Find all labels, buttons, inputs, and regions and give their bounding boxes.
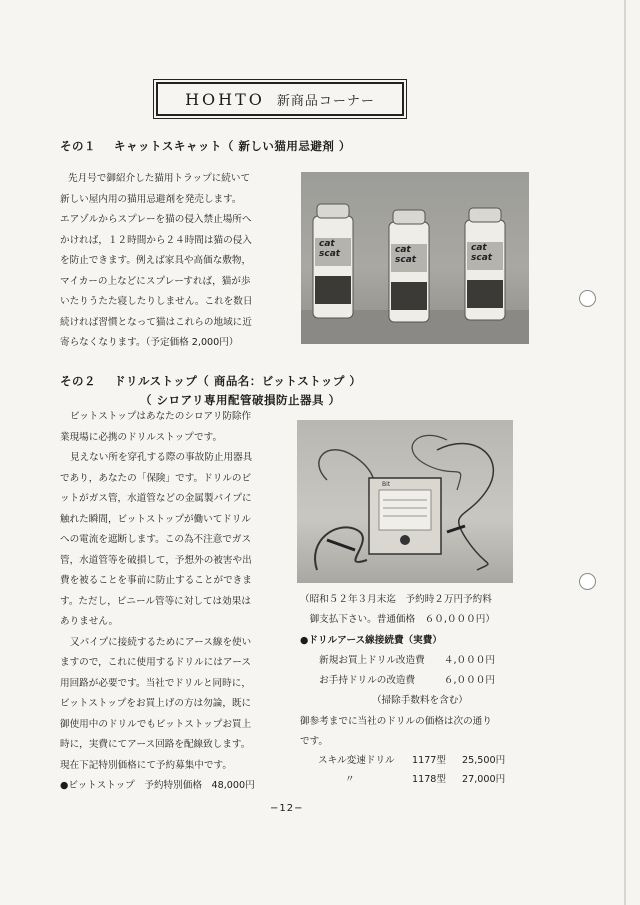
text-line: 費を被ることを事前に防止することができま: [60, 575, 252, 586]
punch-hole-icon: [579, 290, 596, 307]
text-line: ビットストップはあなたのシロアリ防除作: [70, 411, 252, 422]
text-line: 時に，実費にてアース回路を配線致します。: [60, 739, 251, 750]
section1-number: その１: [60, 139, 96, 153]
can-label-1: cat: [319, 239, 335, 249]
can-label-1: cat: [471, 243, 487, 253]
drill-model: 1178型: [412, 774, 447, 785]
section2-subheading: （ シロアリ専用配管破損防止器具 ）: [140, 393, 341, 407]
text-line: 御支払下さい。普通価格 ６０,０００円）: [300, 614, 495, 626]
text-line: への電流を遮断します。この為不注意でガス: [60, 534, 252, 545]
text-line: かければ，１２時間から２４時間は猫の侵入: [60, 234, 252, 246]
can-label-2: scat: [319, 249, 341, 259]
page-title: 新商品コーナー: [276, 93, 375, 109]
section1-heading: [60, 138, 351, 154]
text-line: 業現場に必携のドリルストップです。: [60, 431, 223, 443]
can-label-1: cat: [395, 245, 411, 255]
section1-title: キャットスキャット（ 新しい猫用忌避剤 ）: [114, 139, 351, 153]
text-line: 触れた瞬間，ビットストップが働いてドリル: [60, 513, 251, 525]
section2-number: その２: [60, 374, 96, 388]
bit-stop-device-photo: [297, 420, 513, 583]
page-title-box: [156, 82, 404, 116]
spray-can: [389, 210, 429, 322]
spray-can: [465, 208, 505, 320]
section2-heading: [60, 373, 361, 389]
punch-hole-icon: [579, 573, 596, 590]
section2-body: [60, 407, 255, 797]
text-line: 見えない所を穿孔する際の事故防止用器具: [70, 452, 253, 463]
drill-model: 1177型: [412, 755, 447, 766]
text-line: 又パイプに接続するためにアース線を使い: [70, 636, 252, 648]
drill-price: 25,500円: [462, 755, 506, 766]
section1-body: [60, 169, 252, 354]
text-line: 先月号で御紹介した猫用トラップに続いて: [68, 173, 251, 184]
price-notes: [300, 590, 495, 752]
device-label: Bit: [382, 481, 391, 488]
text-line: 管，水道管等を破損して，予想外の被害や出: [60, 554, 252, 566]
text-line: 新規お買上ドリル改造費 ４,０００円: [300, 654, 495, 666]
text-line: エアゾルからスプレーを猫の侵入禁止場所へ: [60, 214, 252, 225]
drill-price: 27,000円: [462, 774, 506, 785]
text-line: 御参考までに当社のドリルの価格は次の通り: [300, 715, 492, 727]
text-line: ビットストップをお買上げの方は勿論，既に: [60, 698, 252, 709]
text-line: いたりうたた寝したりしません。これを数日: [60, 296, 253, 307]
page-edge-line: [624, 0, 626, 905]
can-label-2: scat: [471, 253, 493, 263]
cat-scat-cans-photo: [301, 172, 529, 344]
text-line: 続ければ習慣となって猫はこれらの地域に近: [60, 316, 252, 328]
drill-name: 〃: [345, 774, 355, 785]
text-line: であり，あなたの「保険」です。ドリルのビ: [60, 472, 252, 484]
section2-title: ドリルストップ（ 商品名：ビットストップ ）: [114, 374, 362, 388]
text-line: ますので，これに使用するドリルにはアース: [60, 657, 251, 668]
can-label-2: scat: [395, 255, 417, 265]
spray-can: [313, 204, 353, 318]
page-number: −12−: [270, 803, 304, 814]
text-line: ットがガス管，水道管などの金属製パイプに: [60, 493, 252, 504]
text-line: ●ビットストップ 予約特別価格 48,000円: [60, 780, 255, 791]
brand-name: HOHTO: [185, 89, 265, 109]
text-line: 新しい屋内用の猫用忌避剤を発売します。: [60, 193, 242, 205]
text-line: です。: [300, 736, 329, 748]
text-line: 寄らなくなります。（予定価格 2,000円）: [60, 337, 239, 348]
text-line: 用回路が必要です。当社でドリルと同時に，: [60, 677, 251, 689]
text-line: ●ドリルアース線接続費（実費）: [300, 634, 442, 646]
text-line: （昭和５２年３月末迄 予約時２万円予約料: [300, 594, 492, 605]
drill-name: スキル変速ドリル: [318, 755, 395, 766]
text-line: を防止できます。例えば家具や高価な敷物，: [60, 255, 252, 266]
text-line: す。ただし，ビニール管等に対しては効果は: [60, 595, 251, 607]
text-line: 御使用中のドリルでもビットストップお買上: [60, 718, 252, 730]
text-line: お手持ドリルの改造費 ６,０００円: [300, 675, 495, 687]
text-line: （掃除手数料を含む）: [300, 695, 468, 707]
text-line: 現在下記特別価格にて予約募集中です。: [60, 759, 232, 771]
text-line: マイカーの上などにスプレーすれば，猫が歩: [60, 275, 251, 287]
text-line: ありません。: [60, 616, 119, 627]
